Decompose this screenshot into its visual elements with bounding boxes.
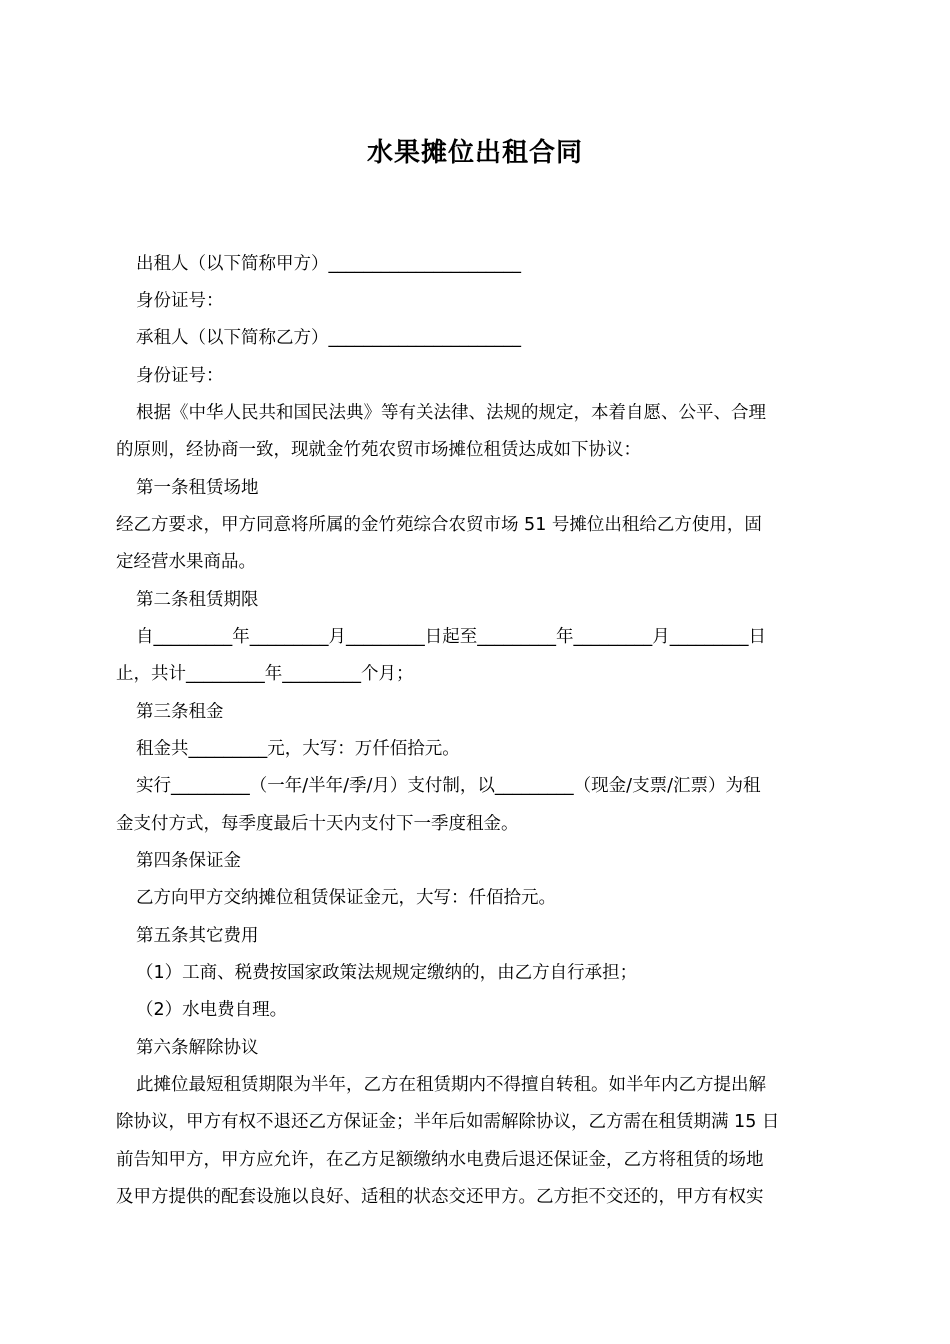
article-5-heading: 第五条其它费用 [136,926,259,946]
article-1-line-2: 定经营水果商品。 [116,552,256,572]
article-2-line-1: 自_________年_________月_________日起至_________年_________月_________日 [136,627,766,647]
preamble-line-2: 的原则，经协商一致，现就金竹苑农贸市场摊位租赁达成如下协议： [116,440,641,460]
article-2-line-2: 止，共计_________年_________个月； [116,664,414,684]
lessor-line: 出租人（以下简称甲方）______________________ [136,254,521,274]
article-6-line-4: 及甲方提供的配套设施以良好、适租的状态交还甲方。乙方拒不交还的，甲方有权实 [116,1187,764,1207]
lessee-line: 承租人（以下简称乙方）______________________ [136,328,521,348]
page-title: 水果摊位出租合同 [366,138,583,168]
lessor-id-line: 身份证号： [136,291,224,311]
article-3-heading: 第三条租金 [136,702,224,722]
article-6-line-3: 前告知甲方，甲方应允许，在乙方足额缴纳水电费后退还保证金，乙方将租赁的场地 [116,1150,764,1170]
article-5-item-2: （2）水电费自理。 [136,1000,288,1020]
article-6-heading: 第六条解除协议 [136,1038,259,1058]
article-5-item-1: （1）工商、税费按国家政策法规规定缴纳的，由乙方自行承担； [136,963,638,983]
article-3-line-3: 金支付方式，每季度最后十天内支付下一季度租金。 [116,814,519,834]
article-6-line-2: 除协议，甲方有权不退还乙方保证金；半年后如需解除协议，乙方需在租赁期满 15 日 [116,1112,780,1132]
article-4-heading: 第四条保证金 [136,851,241,871]
article-1-line-1: 经乙方要求，甲方同意将所属的金竹苑综合农贸市场 51 号摊位出租给乙方使用，固 [116,515,762,535]
article-3-line-2: 实行_________（一年/半年/季/月）支付制，以_________（现金/支票/汇票）为租 [136,776,761,796]
article-1-heading: 第一条租赁场地 [136,478,259,498]
article-6-line-1: 此摊位最短租赁期限为半年，乙方在租赁期内不得擅自转租。如半年内乙方提出解 [136,1075,766,1095]
lessee-id-line: 身份证号： [136,366,224,386]
article-3-line-1: 租金共_________元，大写：万仟佰拾元。 [136,739,460,759]
article-2-heading: 第二条租赁期限 [136,590,259,610]
preamble-line-1: 根据《中华人民共和国民法典》等有关法律、法规的规定，本着自愿、公平、合理 [136,403,766,423]
article-4-line-1: 乙方向甲方交纳摊位租赁保证金元，大写：仟佰拾元。 [136,888,556,908]
